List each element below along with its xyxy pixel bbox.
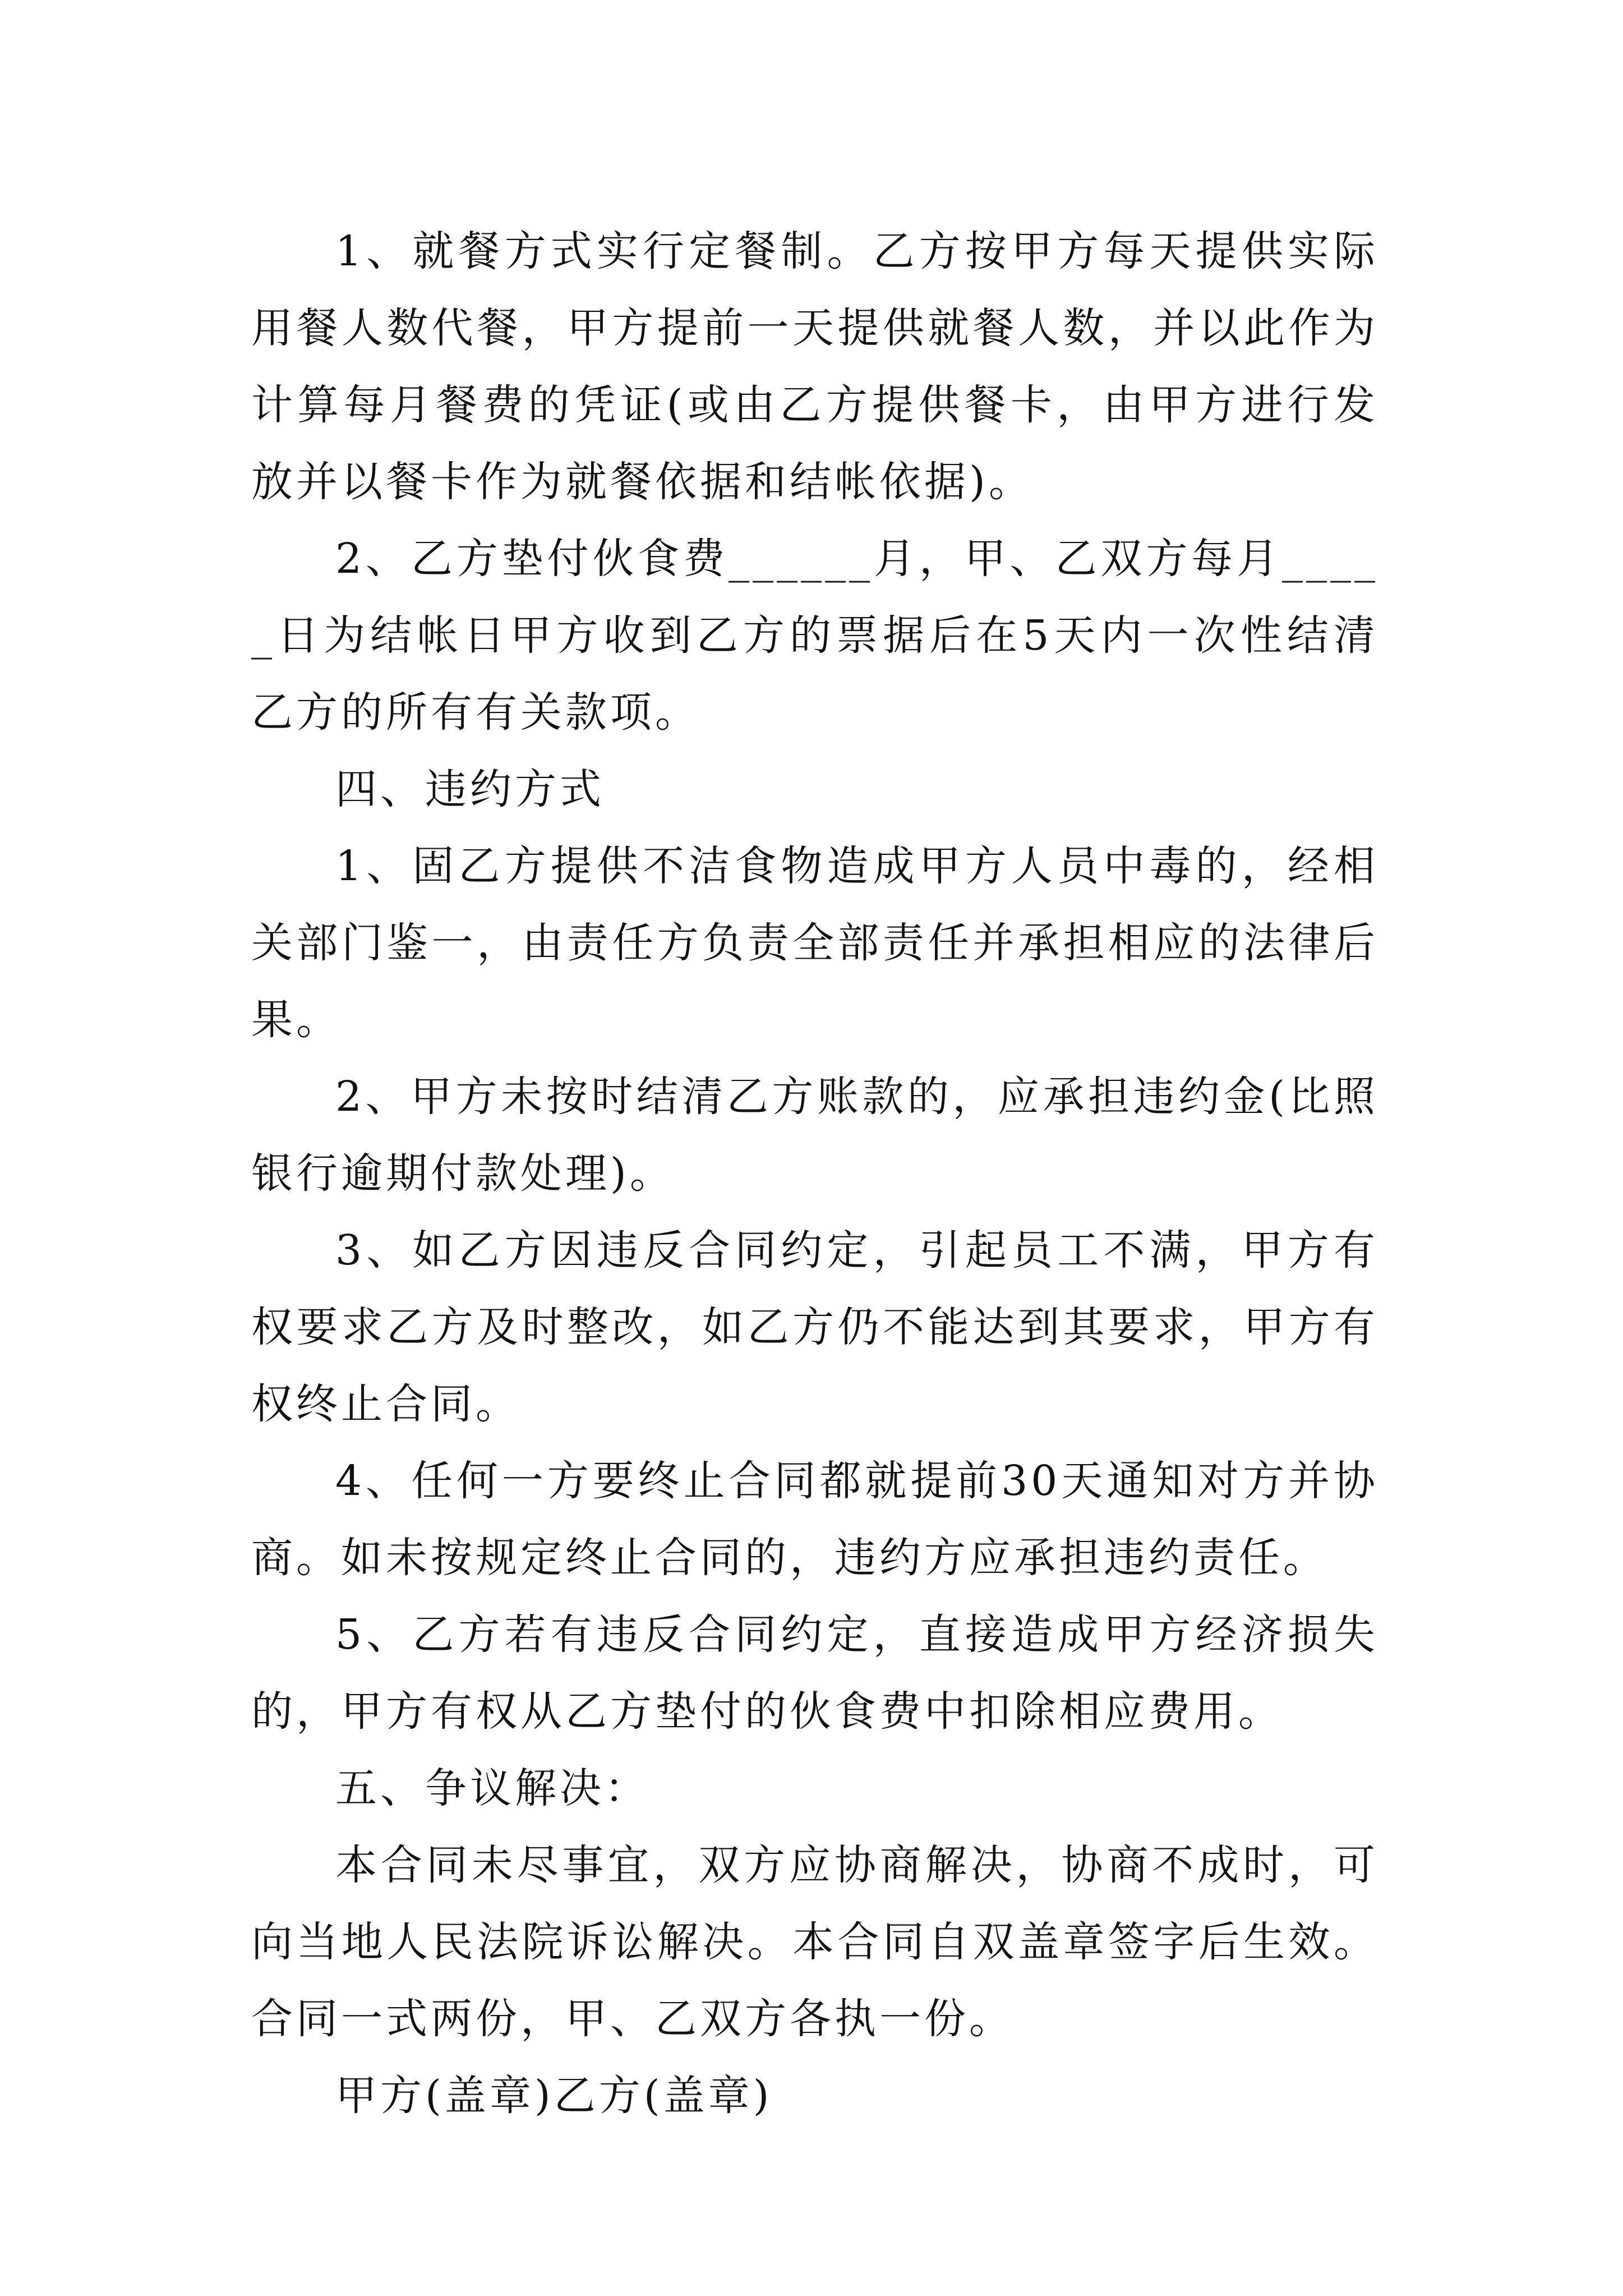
- clause-economic-loss: 5、乙方若有违反合同约定，直接造成甲方经济损失的，甲方有权从乙方垫付的伙食费中扣除相应费用。: [251, 1611, 1378, 1736]
- clause-rectification: 3、如乙方因违反合同约定，引起员工不满，甲方有权要求乙方及时整改，如乙方仍不能达到其要求，甲方有权终止合同。: [251, 1226, 1378, 1428]
- clause-termination-notice: 4、任何一方要终止合同都就提前30天通知对方并协商。如未按规定终止合同的，违约方应承担违约责任。: [251, 1457, 1378, 1582]
- clause-advance-payment: 2、乙方垫付伙食费______月，甲、乙双方每月_____日为结帐日甲方收到乙方的票据后在5天内一次性结清乙方的所有有关款项。: [251, 535, 1378, 737]
- clause-dispute-resolution: 本合同未尽事宜，双方应协商解决，协商不成时，可向当地人民法院诉讼解决。本合同自双盖章签字后生效。合同一式两份，甲、乙双方各执一份。: [251, 1841, 1378, 2043]
- section-heading-dispute: 五、争议解决：: [335, 1764, 649, 1812]
- clause-meal-method: 1、就餐方式实行定餐制。乙方按甲方每天提供实际用餐人数代餐，甲方提前一天提供就餐人数，并以此作为计算每月餐费的凭证(或由乙方提供餐卡，由甲方进行发放并以餐卡作为就餐依据和结帐依据)。: [251, 227, 1378, 506]
- clause-food-poisoning: 1、固乙方提供不洁食物造成甲方人员中毒的，经相关部门鉴一，由责任方负责全部责任并承担相应的法律后果。: [251, 842, 1378, 1044]
- clause-late-payment: 2、甲方未按时结清乙方账款的，应承担违约金(比照银行逾期付款处理)。: [251, 1073, 1378, 1198]
- document-body: [251, 213, 1378, 2134]
- section-heading-breach: 四、违约方式: [335, 765, 605, 813]
- signature-line: 甲方(盖章)乙方(盖章): [335, 2072, 773, 2120]
